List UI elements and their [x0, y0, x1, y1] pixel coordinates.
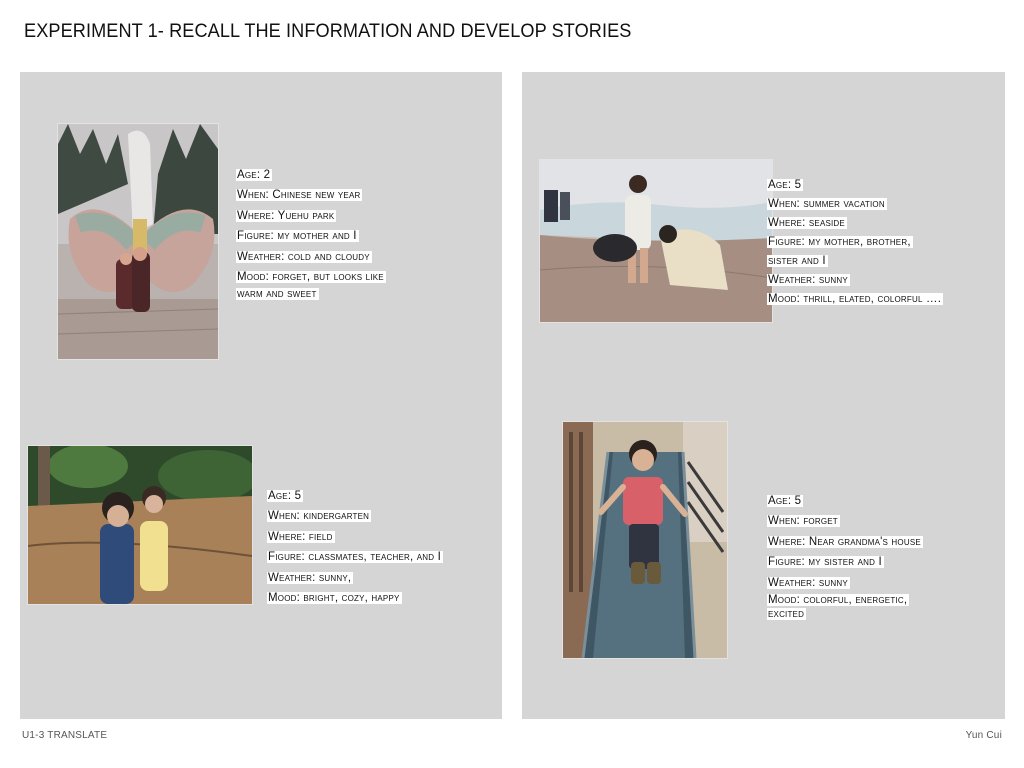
photo-park-butterfly — [58, 124, 218, 359]
caption-line: When: kindergarten — [268, 510, 370, 523]
caption-line: Figure: my mother and I — [237, 230, 357, 243]
caption-line: When: Chinese new year — [237, 189, 361, 202]
caption-line: Mood: forget, but looks like — [237, 271, 384, 284]
caption-line: Weather: sunny — [768, 576, 848, 589]
caption-line: Age: 5 — [768, 179, 802, 191]
footer-author: Yun Cui — [965, 730, 1002, 741]
photo-kindergarten-field — [28, 446, 252, 604]
story-caption-2 — [767, 176, 943, 309]
caption-line: Figure: my sister and I — [768, 556, 882, 569]
caption-line: Weather: sunny, — [268, 571, 352, 584]
caption-line: sister and I — [768, 255, 826, 267]
caption-line: Weather: sunny — [768, 274, 848, 286]
caption-line: Weather: cold and cloudy — [237, 250, 370, 263]
story-caption-1 — [236, 165, 386, 301]
story-caption-4 — [767, 491, 923, 621]
caption-line: Mood: bright, cozy, happy — [268, 592, 400, 605]
caption-line: Where: seaside — [768, 217, 845, 229]
caption-line: excited — [768, 608, 805, 621]
caption-line: Figure: my mother, brother, — [768, 236, 911, 248]
caption-line: Age: 5 — [268, 490, 302, 502]
caption-line: Age: 2 — [237, 169, 271, 181]
caption-line: When: forget — [768, 515, 838, 528]
caption-line: Mood: thrill, elated, colorful …. — [768, 293, 942, 305]
caption-line: Where: Yuehu park — [237, 209, 335, 222]
photo-slide — [563, 422, 727, 658]
footer-course-label: U1-3 TRANSLATE — [22, 730, 108, 741]
caption-line: warm and sweet — [237, 288, 317, 301]
caption-line: When: summer vacation — [768, 198, 885, 210]
caption-line: Mood: colorful, energetic, — [768, 594, 908, 607]
photo-seaside — [540, 160, 772, 322]
caption-line: Age: 5 — [768, 495, 802, 507]
caption-line: Figure: classmates, teacher, and I — [268, 551, 442, 564]
story-caption-3 — [267, 486, 443, 608]
page-title: EXPERIMENT 1- RECALL THE INFORMATION AND DEVELOP STORIES — [24, 20, 632, 42]
caption-line: Where: Near grandma's house — [768, 535, 921, 548]
caption-line: Where: field — [268, 530, 333, 543]
